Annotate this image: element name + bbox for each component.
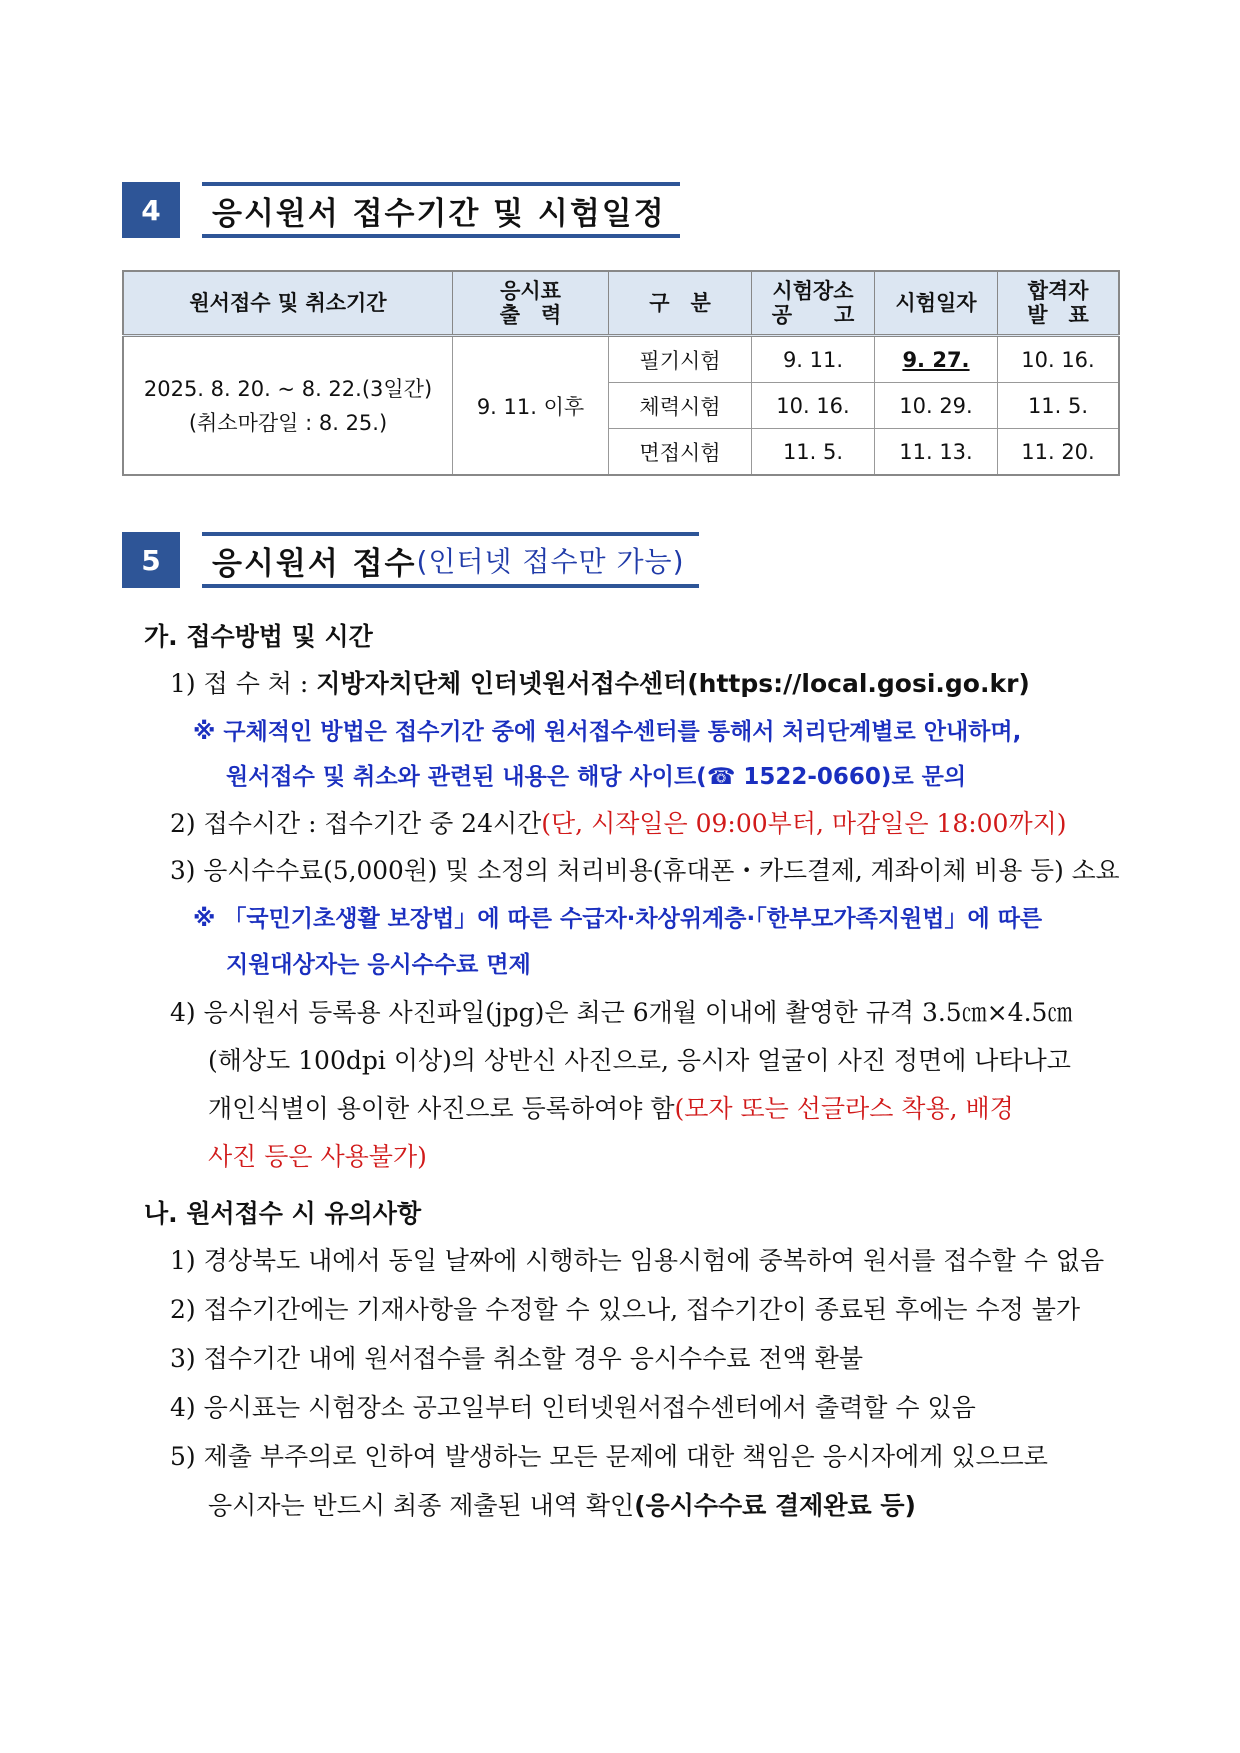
header-ticket (453, 271, 609, 336)
notice-item-1: 1) 경상북도 내에서 동일 날짜에 시행하는 임용시험에 중복하여 원서를 접수할 수 없음 (170, 1246, 1105, 1275)
category-cell: 필기시험 (609, 336, 752, 383)
section-4-heading (122, 182, 680, 238)
note-2-line1: ※ 「국민기초생활 보장법」에 따른 수급자·차상위계층·「한부모가족지원법」에 따른 (193, 906, 1043, 932)
header-ticket-line2: 출 력 (499, 303, 562, 327)
note-1-line1: ※ 구체적인 방법은 접수기간 중에 원서접수센터를 통해서 처리단계별로 안내하며, (193, 719, 1022, 745)
result-cell: 10. 16. (998, 336, 1120, 383)
item-2-text: 2) 접수시간 : 접수기간 중 24시간 (170, 809, 542, 838)
section-title-text: 응시원서 접수 (212, 545, 417, 582)
item-2 (170, 809, 1067, 839)
item-3: 3) 응시수수료(5,000원) 및 소정의 처리비용(휴대폰・카드결제, 계좌이체 비용 등) 소요 (170, 856, 1120, 885)
ticket-cell: 9. 11. 이후 (453, 336, 609, 476)
header-ticket-line1: 응시표 (500, 279, 561, 303)
exam-date-highlight: 9. 27. (902, 347, 970, 372)
notice-item-5-bold: (응시수수료 결제완료 등) (634, 1491, 916, 1520)
notice-item-4: 4) 응시표는 시험장소 공고일부터 인터넷원서접수센터에서 출력할 수 있음 (170, 1393, 976, 1422)
section-number: 4 (122, 182, 180, 238)
section-title-note: (인터넷 접수만 가능) (416, 545, 685, 578)
notice-item-3: 3) 접수기간 내에 원서접수를 취소할 경우 응시수수료 전액 환불 (170, 1344, 863, 1373)
header-result-line2: 발 표 (1027, 303, 1089, 327)
venue-cell: 11. 5. (752, 429, 875, 476)
header-exam-date: 시험일자 (875, 271, 998, 336)
category-cell: 면접시험 (609, 429, 752, 476)
item-4-line1: 4) 응시원서 등록용 사진파일(jpg)은 최근 6개월 이내에 촬영한 규격 3.5㎝×4.5㎝ (170, 998, 1073, 1027)
header-venue (752, 271, 875, 336)
item-4-line4: 사진 등은 사용불가) (208, 1142, 427, 1171)
note-1-line2: 원서접수 및 취소와 관련된 내용은 해당 사이트(☎ 1522-0660)로 문의 (226, 764, 967, 790)
exam-date-cell (875, 336, 998, 383)
note-2-line2: 지원대상자는 응시수수료 면제 (226, 952, 531, 978)
subsection-ga-title: 가. 접수방법 및 시간 (144, 622, 373, 651)
item-4-line2: (해상도 100dpi 이상)의 상반신 사진으로, 응시자 얼굴이 사진 정면에 나타나고 (208, 1046, 1071, 1075)
item-2-red: (단, 시작일은 09:00부터, 마감일은 18:00까지) (541, 809, 1067, 838)
section-title (202, 182, 680, 238)
header-result-line1: 합격자 (1027, 279, 1089, 303)
subsection-na-title: 나. 원서접수 시 유의사항 (144, 1199, 422, 1228)
header-venue-line2: 공 고 (771, 303, 855, 327)
section-5-heading (122, 532, 699, 588)
table-header-row (123, 271, 1119, 336)
header-period: 원서접수 및 취소기간 (123, 271, 453, 336)
section-title (202, 532, 699, 588)
notice-item-5-line1: 5) 제출 부주의로 인하여 발생하는 모든 문제에 대한 책임은 응시자에게 있으므로 (170, 1442, 1048, 1471)
result-cell: 11. 5. (998, 383, 1120, 429)
header-venue-line1: 시험장소 (772, 279, 854, 303)
notice-item-5-text: 응시자는 반드시 최종 제출된 내역 확인 (208, 1491, 635, 1520)
venue-cell: 10. 16. (752, 383, 875, 429)
item-1-value: 지방자치단체 인터넷원서접수센터(https://local.gosi.go.kr) (316, 669, 1030, 698)
period-cell (123, 336, 453, 476)
item-4-line3-red: (모자 또는 선글라스 착용, 배경 (674, 1094, 1014, 1123)
item-1 (170, 669, 1030, 699)
section-title-text: 응시원서 접수기간 및 시험일정 (212, 195, 666, 232)
schedule-table (122, 270, 1120, 476)
exam-date-cell: 10. 29. (875, 383, 998, 429)
category-cell: 체력시험 (609, 383, 752, 429)
header-result (998, 271, 1120, 336)
result-cell: 11. 20. (998, 429, 1120, 476)
item-1-label: 1) 접 수 처 : (170, 669, 317, 698)
period-line1: 2025. 8. 20. ~ 8. 22.(3일간) (143, 376, 433, 401)
header-category: 구 분 (609, 271, 752, 336)
item-4-line3-text: 개인식별이 용이한 사진으로 등록하여야 함 (208, 1094, 675, 1123)
notice-item-2: 2) 접수기간에는 기재사항을 수정할 수 있으나, 접수기간이 종료된 후에는 수정 불가 (170, 1295, 1081, 1324)
period-line2: (취소마감일 : 8. 25.) (188, 410, 388, 435)
section-number: 5 (122, 532, 180, 588)
table-row (123, 336, 1119, 383)
item-4-line3 (208, 1094, 1014, 1124)
venue-cell: 9. 11. (752, 336, 875, 383)
notice-item-5-line2 (208, 1491, 916, 1521)
exam-date-cell: 11. 13. (875, 429, 998, 476)
